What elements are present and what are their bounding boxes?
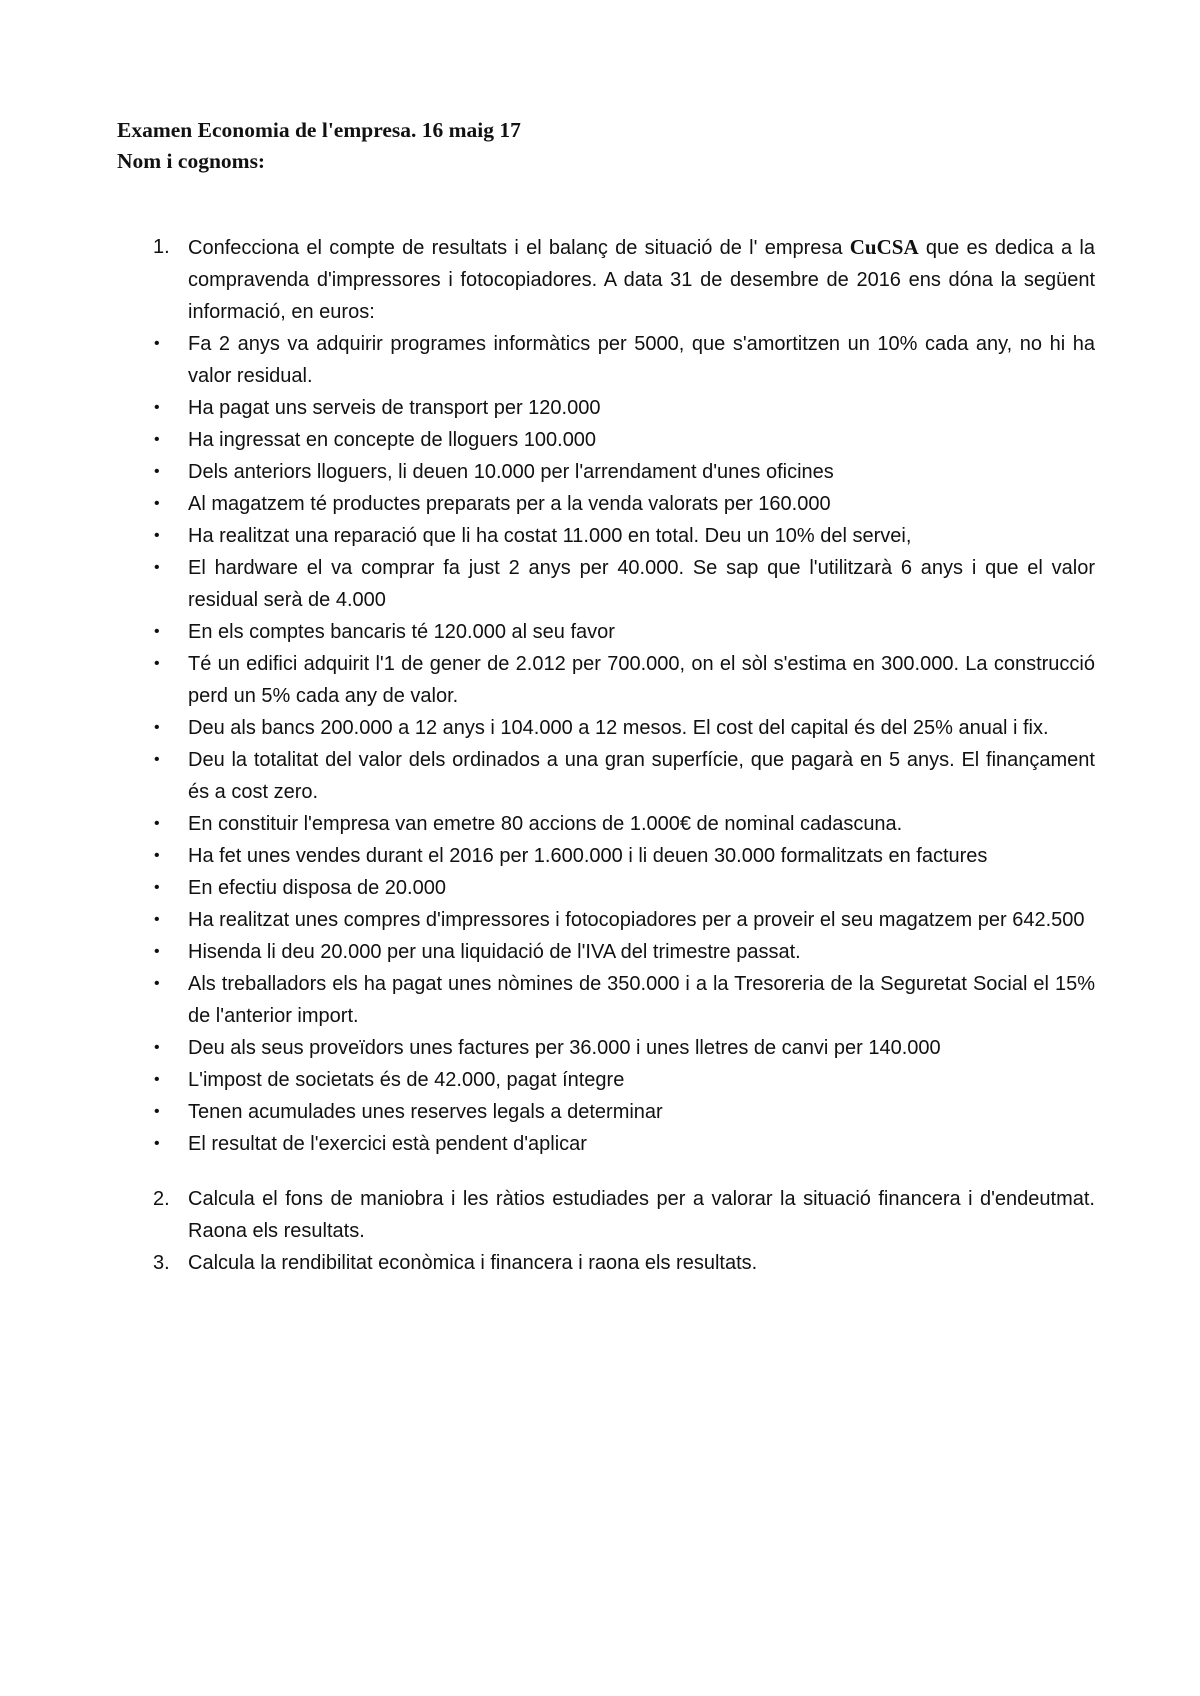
- question-2: [117, 1183, 1095, 1247]
- question-3-text: Calcula la rendibilitat econòmica i financera i raona els resultats.: [188, 1252, 758, 1274]
- bullet-icon: •: [154, 1039, 160, 1056]
- company-name: CuCSA: [849, 235, 919, 259]
- bullet-icon: •: [154, 751, 160, 768]
- question-2-number: 2.: [153, 1188, 170, 1210]
- list-item-text: Al magatzem té productes preparats per a la venda valorats per 160.000: [188, 493, 831, 515]
- bullet-icon: •: [154, 911, 160, 928]
- question-2-text: Calcula el fons de maniobra i les ràtios estudiades per a valorar la situació financera i d'endeutmat. Raona els resultats.: [188, 1188, 1095, 1242]
- bullet-icon: •: [154, 1071, 160, 1088]
- name-label: Nom i cognoms:: [117, 149, 266, 173]
- list-item: [117, 616, 1095, 648]
- list-item-text: Deu als seus proveïdors unes factures per 36.000 i unes lletres de canvi per 140.000: [188, 1037, 941, 1059]
- list-item-text: Fa 2 anys va adquirir programes informàtics per 5000, que s'amortitzen un 10% cada any, no hi ha valor residual.: [188, 333, 1095, 387]
- list-item: [117, 872, 1095, 904]
- bullet-icon: •: [154, 815, 160, 832]
- list-item: [117, 1064, 1095, 1096]
- list-item-text: Ha pagat uns serveis de transport per 120.000: [188, 397, 601, 419]
- exam-content: [117, 231, 1095, 1279]
- bullet-icon: •: [154, 623, 160, 640]
- list-item-text: Tenen acumulades unes reserves legals a determinar: [188, 1101, 663, 1123]
- list-item-text: Ha realitzat una reparació que li ha costat 11.000 en total. Deu un 10% del servei,: [188, 525, 912, 547]
- list-item: [117, 808, 1095, 840]
- list-item-text: En els comptes bancaris té 120.000 al seu favor: [188, 621, 615, 643]
- bullet-icon: •: [154, 495, 160, 512]
- list-item: [117, 744, 1095, 808]
- list-item: [117, 520, 1095, 552]
- list-item-text: Té un edifici adquirit l'1 de gener de 2.012 per 700.000, on el sòl s'estima en 300.000. La construcció perd un 5% cada any de valor.: [188, 653, 1095, 707]
- exam-title: Examen Economia de l'empresa. 16 maig 17: [117, 118, 521, 142]
- question-1-number: 1.: [153, 236, 170, 258]
- list-item-text: Ha realitzat unes compres d'impressores i fotocopiadores per a proveir el seu magatzem per 642.500: [188, 909, 1085, 931]
- list-item: [117, 392, 1095, 424]
- list-item-text: El resultat de l'exercici està pendent d'aplicar: [188, 1133, 587, 1155]
- list-item: [117, 456, 1095, 488]
- list-item: [117, 712, 1095, 744]
- list-item: [117, 1128, 1095, 1160]
- bullet-icon: •: [154, 335, 160, 352]
- list-item-text: Deu la totalitat del valor dels ordinados a una gran superfície, que pagarà en 5 anys. El finançament és a cost zero.: [188, 749, 1095, 803]
- bullet-icon: •: [154, 655, 160, 672]
- question-1: [117, 231, 1095, 328]
- list-item-text: Ha fet unes vendes durant el 2016 per 1.600.000 i li deuen 30.000 formalitzats en factures: [188, 845, 988, 867]
- bullet-icon: •: [154, 399, 160, 416]
- question-1-text-after: que es dedica a la compravenda d'impressores i fotocopiadores. A data 31 de desembre de 2016 ens dóna la següent informació, en euros:: [188, 237, 1095, 323]
- question-1-text-before: Confecciona el compte de resultats i el balanç de situació de l' empresa: [188, 237, 850, 259]
- list-item: [117, 1032, 1095, 1064]
- list-item-text: Hisenda li deu 20.000 per una liquidació de l'IVA del trimestre passat.: [188, 941, 801, 963]
- bullet-icon: •: [154, 1103, 160, 1120]
- bullet-icon: •: [154, 1135, 160, 1152]
- list-item-text: En efectiu disposa de 20.000: [188, 877, 446, 899]
- bullet-icon: •: [154, 975, 160, 992]
- bullet-icon: •: [154, 463, 160, 480]
- list-item-text: Ha ingressat en concepte de lloguers 100.000: [188, 429, 597, 451]
- list-item: [117, 328, 1095, 392]
- list-item-text: Dels anteriors lloguers, li deuen 10.000 per l'arrendament d'unes oficines: [188, 461, 834, 483]
- list-item: [117, 648, 1095, 712]
- bullet-icon: •: [154, 527, 160, 544]
- list-item: [117, 552, 1095, 616]
- list-item: [117, 1096, 1095, 1128]
- question-3-number: 3.: [153, 1252, 170, 1274]
- list-item: [117, 904, 1095, 936]
- data-items-list: [117, 328, 1095, 1160]
- list-item: [117, 424, 1095, 456]
- bullet-icon: •: [154, 879, 160, 896]
- list-item-text: Als treballadors els ha pagat unes nòmines de 350.000 i a la Tresoreria de la Seguretat Social el 15% de l'anterior import.: [188, 973, 1095, 1027]
- list-item-text: En constituir l'empresa van emetre 80 accions de 1.000€ de nominal cadascuna.: [188, 813, 903, 835]
- list-item: [117, 968, 1095, 1032]
- bullet-icon: •: [154, 431, 160, 448]
- bullet-icon: •: [154, 719, 160, 736]
- list-item-text: L'impost de societats és de 42.000, pagat íntegre: [188, 1069, 625, 1091]
- list-item: [117, 936, 1095, 968]
- question-3: [117, 1247, 1095, 1279]
- bullet-icon: •: [154, 559, 160, 576]
- spacer: [117, 1160, 1095, 1183]
- list-item-text: Deu als bancs 200.000 a 12 anys i 104.000 a 12 mesos. El cost del capital és del 25% anual i fix.: [188, 717, 1049, 739]
- bullet-icon: •: [154, 943, 160, 960]
- list-item-text: El hardware el va comprar fa just 2 anys per 40.000. Se sap que l'utilitzarà 6 anys i que el valor residual serà de 4.000: [188, 557, 1095, 611]
- list-item: [117, 488, 1095, 520]
- exam-header: [117, 115, 521, 177]
- bullet-icon: •: [154, 847, 160, 864]
- list-item: [117, 840, 1095, 872]
